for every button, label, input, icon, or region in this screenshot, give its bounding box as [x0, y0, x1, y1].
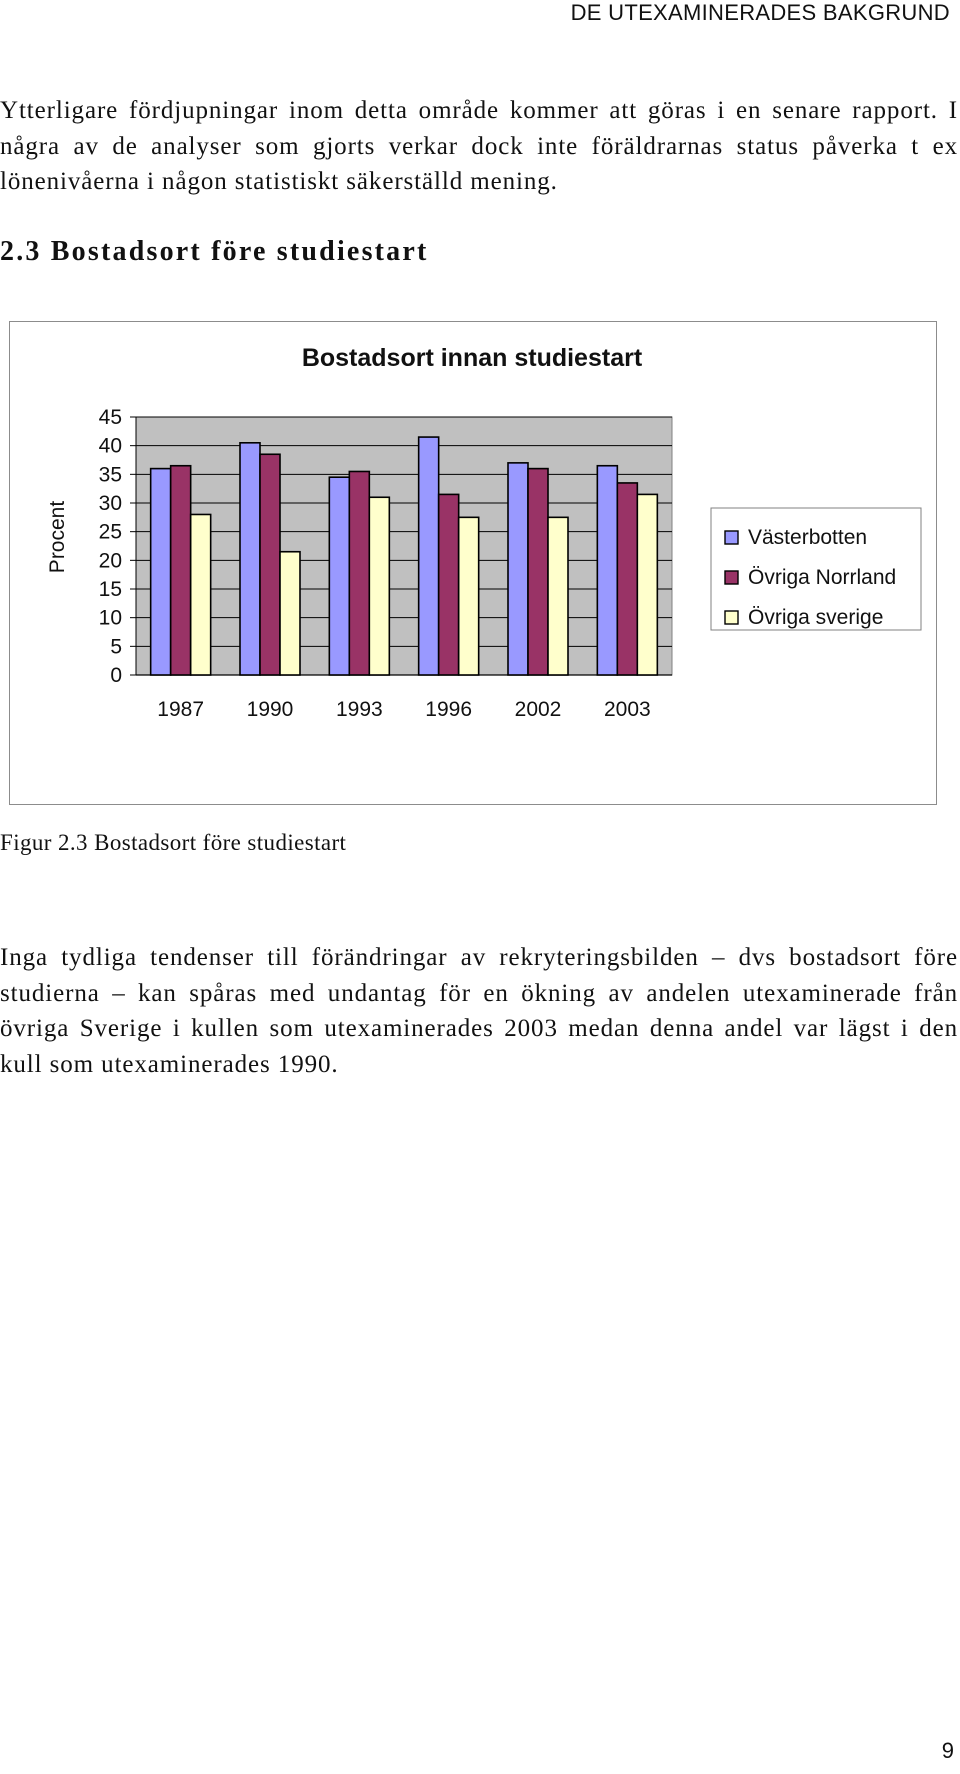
bar-chart — [9, 321, 937, 805]
bar — [419, 437, 439, 675]
bar — [191, 514, 211, 675]
bar — [240, 443, 260, 675]
bar — [528, 469, 548, 675]
y-tick-label: 45 — [98, 406, 122, 429]
x-tick-label: 2003 — [603, 698, 651, 721]
y-tick-label: 35 — [98, 463, 122, 487]
y-tick-label: 20 — [98, 549, 122, 573]
y-tick-label: 0 — [110, 664, 122, 687]
chart-title: Bostadsort innan studiestart — [301, 344, 643, 372]
bar — [597, 466, 617, 675]
y-tick-label: 25 — [98, 520, 122, 544]
x-tick-label: 1993 — [335, 698, 383, 721]
bar — [369, 497, 389, 675]
bar — [260, 454, 280, 675]
chart-canvas — [10, 322, 938, 806]
bar — [508, 463, 528, 675]
plot-background — [136, 417, 672, 675]
legend-label: Övriga sverige — [748, 606, 884, 629]
bar — [151, 469, 171, 675]
y-tick-label: 30 — [98, 492, 122, 515]
y-axis-label: Procent — [46, 500, 69, 574]
y-tick-label: 40 — [98, 434, 122, 458]
bar — [349, 471, 369, 675]
figure-caption: Figur 2.3 Bostadsort före studiestart — [0, 830, 347, 855]
bar — [280, 552, 300, 675]
x-tick-label: 2002 — [514, 698, 562, 721]
bar — [617, 483, 637, 675]
intro-paragraph: Ytterligare fördjupningar inom detta område kommer att göras i en senare rapport. I några av de analyser som gjorts verkar dock inte föräldrarnas status påverka t ex lönenivåerna i någon statistiskt säkerställd mening. — [0, 97, 958, 195]
x-tick-label: 1987 — [157, 698, 205, 721]
plot-area — [99, 406, 672, 721]
page-number: 9 — [941, 1738, 954, 1763]
section-heading: 2.3 Bostadsort före studiestart — [0, 236, 429, 267]
bar — [439, 494, 459, 675]
y-tick-label: 10 — [98, 606, 122, 630]
legend-label: Västerbotten — [748, 526, 868, 549]
x-tick-label: 1996 — [425, 698, 473, 721]
running-head: DE UTEXAMINERADES BAKGRUND — [570, 0, 950, 25]
legend-label: Övriga Norrland — [748, 566, 897, 589]
bar — [459, 517, 479, 675]
y-tick-label: 5 — [110, 635, 122, 659]
legend-swatch — [725, 571, 738, 584]
legend-swatch — [725, 531, 738, 544]
bar — [637, 494, 657, 675]
conclusion-paragraph: Inga tydliga tendenser till förändringar av rekryteringsbilden – dvs bostadsort före studierna – kan spåras med undantag för en ökning av andelen utexaminerade från övriga Sverige i kullen som utexaminerades 2003 medan denna andel var lägst i den kull som utexaminerades 1990. — [0, 944, 958, 1078]
bar — [329, 477, 349, 675]
legend-swatch — [725, 611, 738, 624]
bar — [548, 517, 568, 675]
chart-legend — [711, 508, 921, 630]
bar — [171, 466, 191, 675]
x-tick-label: 1990 — [246, 698, 294, 721]
y-tick-label: 15 — [98, 578, 122, 601]
